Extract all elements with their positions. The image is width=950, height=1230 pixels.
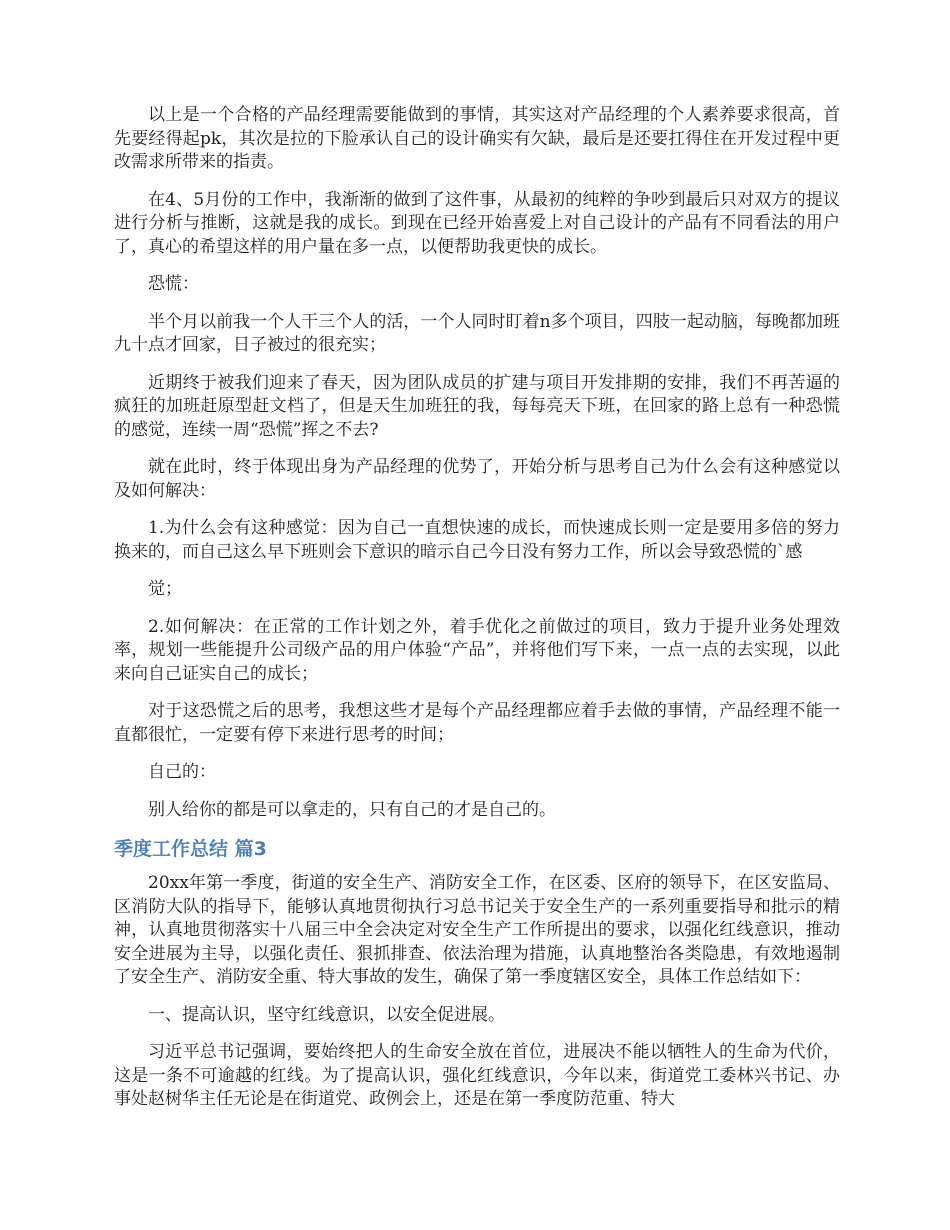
paragraph: 20xx年第一季度，街道的安全生产、消防安全工作，在区委、区府的领导下，在区安监局、区消防大队的指导下，能够认真地贯彻执行习总书记关于安全生产的一系列重要指导和批示的精神，认真地贯彻落实十八届三中全会决定对安全生产工作所提出的要求，以强化红线意识，推动安全进展为主导，以强化责任、狠抓排查、依法治理为措施，认真地整治各类隐患，有效地遏制了安全生产、消防安全重、特大事故的发生，确保了第一季度辖区安全，具体工作总结如下： — [114, 873, 840, 987]
paragraph: 半个月以前我一个人干三个人的活，一个人同时盯着n多个项目，四肢一起动脑，每晚都加班九十点才回家，日子被过的很充实； — [114, 311, 840, 355]
paragraph: 觉； — [148, 579, 182, 599]
paragraph: 一、提高认识，坚守红线意识，以安全促进展。 — [148, 1004, 505, 1025]
paragraph: 以上是一个合格的产品经理需要能做到的事情，其实这对产品经理的个人素养要求很高，首先要经得起pk，其次是拉的下脸承认自己的设计确实有欠缺，最后是还要扛得住在开发过程中更改需求所带来的指责。 — [114, 105, 840, 172]
paragraph: 别人给你的都是可以拿走的，只有自己的才是自己的。 — [148, 799, 556, 820]
paragraph: 近期终于被我们迎来了春天，因为团队成员的扩建与项目开发排期的安排，我们不再苦逼的疯狂的加班赶原型赶文档了，但是天生加班狂的我，每每亮天下班，在回家的路上总有一种恐慌的感觉，连续一周“恐慌”挥之不去? — [114, 372, 840, 440]
paragraph: 习近平总书记强调，要始终把人的生命安全放在首位，进展决不能以牺牲人的生命为代价，这是一条不可逾越的红线。为了提高认识，强化红线意识，今年以来，街道党工委林兴书记、办事处赵树华主任无论是在街道党、政例会上，还是在第一季度防范重、特大 — [114, 1042, 840, 1109]
paragraph: 在4、5月份的工作中，我渐渐的做到了这件事，从最初的纯粹的争吵到最后只对双方的提议进行分析与推断，这就是我的成长。到现在已经开始喜爱上对自己设计的产品有不同看法的用户了，真心的希望这样的用户量在多一点，以便帮助我更快的成长。 — [114, 189, 840, 257]
paragraph: 2.如何解决：在正常的工作计划之外，着手优化之前做过的项目，致力于提升业务处理效率，规划一些能提升公司级产品的用户体验“产品”，并将他们写下来，一点一点的去实现，以此来向自己证实自己的成长； — [114, 616, 840, 684]
paragraph: 恐慌： — [148, 274, 199, 294]
document-body — [114, 104, 840, 1126]
paragraph: 就在此时，终于体现出身为产品经理的优势了，开始分析与思考自己为什么会有这种感觉以及如何解决： — [114, 457, 840, 501]
paragraph: 对于这恐慌之后的思考，我想这些才是每个产品经理都应着手去做的事情，产品经理不能一直都很忙，一定要有停下来进行思考的时间； — [114, 701, 840, 745]
section-heading: 季度工作总结 篇3 — [114, 838, 267, 860]
paragraph: 自己的： — [148, 762, 216, 782]
paragraph: 1.为什么会有这种感觉：因为自己一直想快速的成长，而快速成长则一定是要用多倍的努力换来的，而自己这么早下班则会下意识的暗示自己今日没有努力工作，所以会导致恐慌的`感 — [114, 518, 840, 562]
